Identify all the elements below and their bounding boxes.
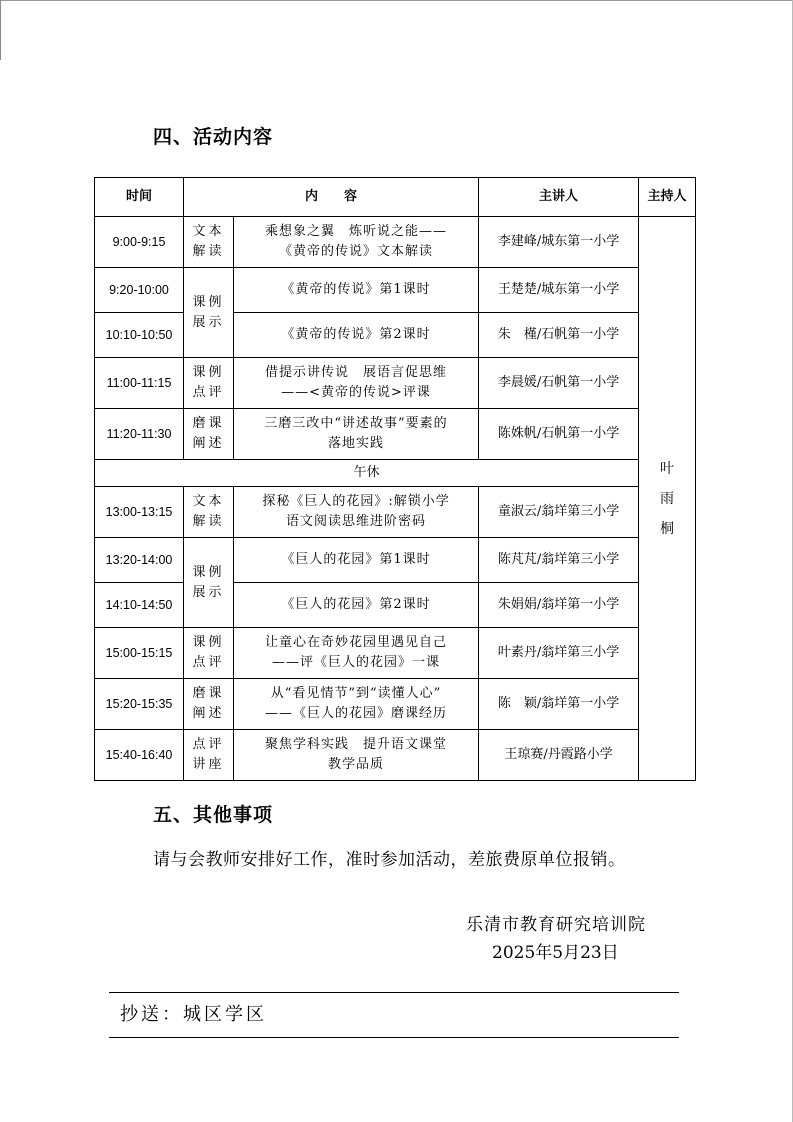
cell-speaker: 朱娟娟/翁垟第一小学 — [479, 583, 639, 628]
host-char: 叶 — [660, 460, 675, 477]
cell-speaker: 陈芃芃/翁垟第三小学 — [479, 538, 639, 583]
cell-type: 课例 展示 — [184, 268, 234, 358]
schedule-table — [94, 177, 696, 781]
table-row — [95, 487, 696, 538]
table-row — [95, 409, 696, 460]
cc-line: 抄送：城区学区 — [120, 1004, 267, 1025]
cell-content: 探秘《巨人的花园》:解锁小学 语文阅读思维进阶密码 — [234, 487, 479, 538]
cell-time: 15:00-15:15 — [95, 628, 184, 679]
cell-type: 文本 解读 — [184, 487, 234, 538]
cell-content: 《黄帝的传说》第1课时 — [234, 268, 479, 313]
cell-speaker: 李建峰/城东第一小学 — [479, 217, 639, 268]
section-4-heading: 四、活动内容 — [153, 126, 274, 148]
cell-time: 9:00-9:15 — [95, 217, 184, 268]
cell-content: 聚焦学科实践 提升语文课堂 教学品质 — [234, 730, 479, 781]
cell-time: 13:20-14:00 — [95, 538, 184, 583]
header-host: 主持人 — [639, 178, 696, 217]
cell-speaker: 陈 颖/翁垟第一小学 — [479, 679, 639, 730]
cell-speaker: 叶素丹/翁垟第三小学 — [479, 628, 639, 679]
header-time: 时间 — [95, 178, 184, 217]
cell-speaker: 童淑云/翁垟第三小学 — [479, 487, 639, 538]
cell-time: 13:00-13:15 — [95, 487, 184, 538]
cell-time: 15:20-15:35 — [95, 679, 184, 730]
divider-bottom — [109, 1037, 679, 1038]
cell-content: 借提示讲传说 展语言促思维 ——<黄帝的传说>评课 — [234, 358, 479, 409]
cell-type: 课例 点评 — [184, 358, 234, 409]
cell-type: 课例 点评 — [184, 628, 234, 679]
cell-time: 11:00-11:15 — [95, 358, 184, 409]
host-char: 雨 — [660, 490, 675, 507]
cell-content: 让童心在奇妙花园里遇见自己 ——评《巨人的花园》一课 — [234, 628, 479, 679]
cell-time: 9:20-10:00 — [95, 268, 184, 313]
cell-time: 11:20-11:30 — [95, 409, 184, 460]
table-header-row — [95, 178, 696, 217]
page-top-border — [0, 0, 793, 5]
cell-type: 点评 讲座 — [184, 730, 234, 781]
host-char: 桐 — [660, 520, 675, 537]
issuer-name: 乐清市教育研究培训院 — [466, 915, 646, 935]
cell-speaker: 王楚楚/城东第一小学 — [479, 268, 639, 313]
lunch-row — [95, 460, 696, 487]
table-row — [95, 268, 696, 313]
cell-content: 《黄帝的传说》第2课时 — [234, 313, 479, 358]
page-left-border — [0, 0, 1, 60]
cell-content: 从“看见情节”到“读懂人心” ——《巨人的花园》磨课经历 — [234, 679, 479, 730]
cell-time: 10:10-10:50 — [95, 313, 184, 358]
cell-type: 磨课 阐述 — [184, 679, 234, 730]
table-row — [95, 679, 696, 730]
table-row — [95, 730, 696, 781]
cell-content: 三磨三改中“讲述故事”要素的 落地实践 — [234, 409, 479, 460]
cell-speaker: 王琼赛/丹霞路小学 — [479, 730, 639, 781]
table-row — [95, 358, 696, 409]
cell-type: 文本 解读 — [184, 217, 234, 268]
cell-type: 课例 展示 — [184, 538, 234, 628]
cell-type: 磨课 阐述 — [184, 409, 234, 460]
section-5-heading: 五、其他事项 — [153, 804, 274, 826]
notice-text: 请与会教师安排好工作，准时参加活动，差旅费原单位报销。 — [153, 850, 626, 870]
cell-time: 15:40-16:40 — [95, 730, 184, 781]
divider-top — [109, 992, 679, 993]
header-speaker: 主讲人 — [479, 178, 639, 217]
table-row — [95, 217, 696, 268]
lunch-cell: 午休 — [95, 460, 639, 487]
cell-speaker: 朱 槿/石帆第一小学 — [479, 313, 639, 358]
cell-content: 《巨人的花园》第2课时 — [234, 583, 479, 628]
cell-speaker: 陈姝帆/石帆第一小学 — [479, 409, 639, 460]
cell-host — [639, 217, 696, 781]
issue-date: 2025年5月23日 — [492, 943, 619, 963]
cell-content: 《巨人的花园》第1课时 — [234, 538, 479, 583]
table-row — [95, 628, 696, 679]
header-content: 内 容 — [184, 178, 479, 217]
table-row — [95, 538, 696, 583]
cell-content: 乘想象之翼 炼听说之能—— 《黄帝的传说》文本解读 — [234, 217, 479, 268]
cell-speaker: 李晨媛/石帆第一小学 — [479, 358, 639, 409]
cell-time: 14:10-14:50 — [95, 583, 184, 628]
